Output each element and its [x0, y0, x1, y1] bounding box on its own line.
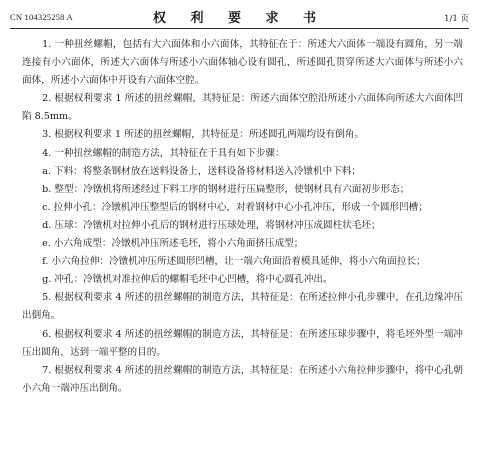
document-title: 权 利 要 求 书 — [152, 11, 327, 26]
claim-step: c. 拉伸小孔：冷镦机冲压整型后的钢材中心，对着钢材中心小孔冲压，形成一个圆形凹槽； — [42, 201, 428, 213]
page-header — [10, 6, 469, 26]
claim-paragraph: 7. 根据权利要求 4 所述的扭丝螺帽的制造方法，其特征是：在所述小六角拉伸步骤中，将中心孔朝小六角一端冲压出倒角。 — [22, 364, 463, 394]
claim-paragraph: 1. 一种扭丝螺帽，包括有大六面体和小六面体，其特征在于：所述大六面体一端设有圆角，另一端连接有小六面体，所述大六面体与所述小六面体轴心设有圆孔，所述圆孔贯穿所述大六面体与所述小六面体，所述小六面体中开设有六面体空腔。 — [22, 39, 463, 87]
claim-step: a. 下料：将整条钢材放在送料设备上，送料设备将材料送入冷镦机中下料； — [42, 165, 361, 177]
claim-step: b. 整型：冷镦机将所述经过下料工序的钢材进行压扁整形，使钢材具有六面初步形态； — [42, 183, 410, 195]
claim-step: f. 小六角拉伸：冷镦机冲压所述圆形凹槽，让一端六角面沿着模具延伸，将小六角面拉长； — [42, 256, 426, 268]
page-number: 1/1 页 — [444, 14, 469, 24]
claim-step: e. 小六角成型：冷镦机冲压所述毛坯，将小六角面挤压成型； — [42, 238, 304, 250]
claim-step: d. 压球：冷镦机对拉伸小孔后的钢材进行压球处理，将钢材冲压成圆柱状毛坯； — [42, 219, 381, 231]
claim-paragraph: 3. 根据权利要求 1 所述的扭丝螺帽，其特征是：所述圆孔两端均设有倒角。 — [42, 129, 364, 141]
publication-number: CN 104325258 A — [10, 12, 73, 22]
header-divider — [10, 28, 469, 29]
claim-paragraph: 6. 根据权利要求 4 所述的扭丝螺帽的制造方法，其特征是：在所述压球步骤中，将毛坯外型一端冲压出圆角，达到一端平整的目的。 — [22, 328, 463, 358]
claim-step: g. 冲孔：冷镦机对准拉伸后的螺帽毛坯中心凹槽，将中心圆孔冲出。 — [42, 274, 333, 286]
claim-paragraph: 4. 一种扭丝螺帽的制造方法，其特征在于具有如下步骤： — [42, 147, 285, 159]
claim-paragraph: 5. 根据权利要求 4 所述的扭丝螺帽的制造方法，其特征是：在所述拉伸小孔步骤中，在孔边缘冲压出倒角。 — [22, 292, 463, 322]
claims-body — [22, 36, 463, 398]
claim-paragraph: 2. 根据权利要求 1 所述的扭丝螺帽，其特征是：所述六面体空腔沿所述小六面体向所述大六面体凹陷 8.5mm。 — [22, 93, 463, 123]
